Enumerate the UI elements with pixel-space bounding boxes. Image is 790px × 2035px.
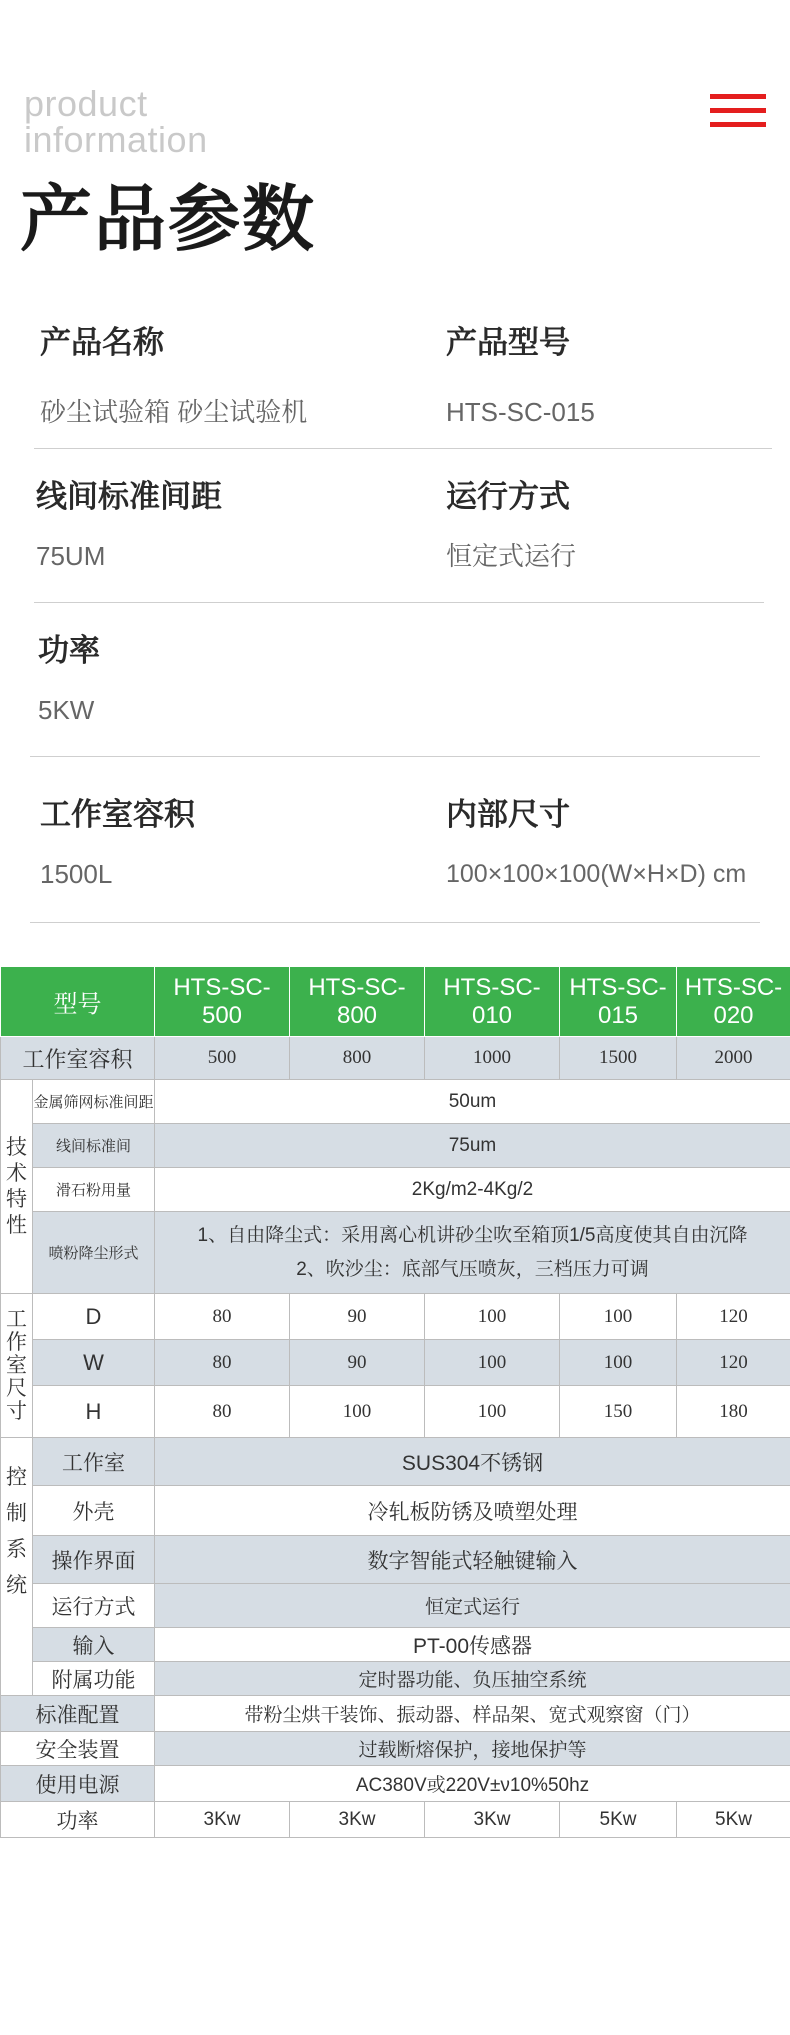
run-mode-value: 恒定式运行 xyxy=(446,541,577,571)
standard-config-label: 标准配置 xyxy=(1,1696,155,1732)
ui-label: 操作界面 xyxy=(33,1536,155,1584)
aux-label: 附属功能 xyxy=(33,1662,155,1696)
height-cell: 180 xyxy=(677,1386,790,1438)
width-cell: 100 xyxy=(560,1340,677,1386)
divider xyxy=(30,922,760,923)
depth-cell: 90 xyxy=(290,1294,425,1340)
power-field xyxy=(38,632,100,726)
width-cell: 90 xyxy=(290,1340,425,1386)
power-supply-value: AC380V或220V±ν10%50hz xyxy=(155,1766,790,1802)
chamber-volume-field xyxy=(40,796,195,890)
line-spacing-value: 75UM xyxy=(36,541,106,571)
dust-value xyxy=(155,1212,790,1294)
tech-group-label: 技 术 特 性 xyxy=(1,1080,33,1294)
height-cell: 100 xyxy=(290,1386,425,1438)
depth-cell: 80 xyxy=(155,1294,290,1340)
model-header-label: 型号 xyxy=(1,967,155,1037)
height-cell: 150 xyxy=(560,1386,677,1438)
volume-cell: 2000 xyxy=(677,1037,790,1080)
hero-english-line1: product xyxy=(24,83,148,124)
table-header-row xyxy=(1,967,790,1037)
mesh-label: 金属筛网标准间距 xyxy=(33,1080,155,1124)
menu-icon[interactable] xyxy=(710,94,766,128)
power-cell: 5Kw xyxy=(677,1802,790,1838)
power-cell: 3Kw xyxy=(425,1802,560,1838)
shell-value: 冷轧板防锈及喷塑处理 xyxy=(155,1486,790,1536)
internal-size-label: 内部尺寸 xyxy=(446,797,570,832)
power-cell: 5Kw xyxy=(560,1802,677,1838)
spec-table xyxy=(0,966,790,1838)
model-header: HTS-SC-500 xyxy=(155,967,290,1037)
power-cell: 3Kw xyxy=(155,1802,290,1838)
product-name-value: 砂尘试验箱 砂尘试验机 xyxy=(40,397,308,427)
safety-label: 安全装置 xyxy=(1,1732,155,1766)
power-value: 5KW xyxy=(38,695,95,725)
width-cell: 100 xyxy=(425,1340,560,1386)
product-model-field xyxy=(446,324,595,428)
dust-label: 喷粉降尘形式 xyxy=(33,1212,155,1294)
model-header: HTS-SC-020 xyxy=(677,967,790,1037)
hero-english-line2: information xyxy=(24,119,208,160)
depth-cell: 100 xyxy=(425,1294,560,1340)
height-cell: 100 xyxy=(425,1386,560,1438)
talc-value: 2Kg/m2-4Kg/2 xyxy=(155,1168,790,1212)
run-mode-field xyxy=(446,478,576,572)
control-group-label: 控 制 系 统 xyxy=(1,1438,33,1696)
table-row xyxy=(1,1168,790,1212)
shell-label: 外壳 xyxy=(33,1486,155,1536)
table-row xyxy=(1,1438,790,1486)
dust-line-2: 2、吹沙尘：底部气压喷灰，三档压力可调 xyxy=(296,1258,649,1280)
table-row xyxy=(1,1294,790,1340)
chamber-value: SUS304不锈钢 xyxy=(155,1438,790,1486)
table-row xyxy=(1,1124,790,1168)
volume-cell: 800 xyxy=(290,1037,425,1080)
product-name-field xyxy=(40,324,307,428)
page-title: 产品参数 xyxy=(20,180,317,260)
volume-label: 工作室容积 xyxy=(1,1037,155,1080)
power-label-cell: 功率 xyxy=(1,1802,155,1838)
model-header: HTS-SC-015 xyxy=(560,967,677,1037)
depth-cell: 120 xyxy=(677,1294,790,1340)
size-group-label: 工 作 室 尺 寸 xyxy=(1,1294,33,1438)
run-value: 恒定式运行 xyxy=(155,1584,790,1628)
dust-line-1: 1、自由降尘式：采用离心机讲砂尘吹至箱顶1/5高度使其自由沉降 xyxy=(197,1224,748,1246)
divider xyxy=(34,448,772,449)
table-row xyxy=(1,1536,790,1584)
aux-value: 定时器功能、负压抽空系统 xyxy=(155,1662,790,1696)
table-row xyxy=(1,1037,790,1080)
width-cell: 120 xyxy=(677,1340,790,1386)
product-model-label: 产品型号 xyxy=(446,325,570,360)
input-label: 输入 xyxy=(33,1628,155,1662)
depth-label: D xyxy=(33,1294,155,1340)
depth-cell: 100 xyxy=(560,1294,677,1340)
product-model-value: HTS-SC-015 xyxy=(446,397,595,427)
hero-english-title xyxy=(24,83,208,160)
volume-cell: 500 xyxy=(155,1037,290,1080)
table-row xyxy=(1,1584,790,1628)
width-label: W xyxy=(33,1340,155,1386)
model-header: HTS-SC-010 xyxy=(425,967,560,1037)
chamber-volume-value: 1500L xyxy=(40,859,113,889)
height-cell: 80 xyxy=(155,1386,290,1438)
talc-label: 滑石粉用量 xyxy=(33,1168,155,1212)
volume-cell: 1500 xyxy=(560,1037,677,1080)
table-row xyxy=(1,1486,790,1536)
volume-cell: 1000 xyxy=(425,1037,560,1080)
width-cell: 80 xyxy=(155,1340,290,1386)
table-row xyxy=(1,1802,790,1838)
table-row xyxy=(1,1340,790,1386)
run-label: 运行方式 xyxy=(33,1584,155,1628)
table-row xyxy=(1,1628,790,1662)
table-row xyxy=(1,1732,790,1766)
line-spacing-field xyxy=(36,478,222,572)
line-spacing-label: 线间标准间距 xyxy=(36,479,222,514)
model-header: HTS-SC-800 xyxy=(290,967,425,1037)
power-supply-label: 使用电源 xyxy=(1,1766,155,1802)
run-mode-label: 运行方式 xyxy=(446,479,570,514)
divider xyxy=(34,602,764,603)
ui-value: 数字智能式轻触键输入 xyxy=(155,1536,790,1584)
standard-config-value: 带粉尘烘干装饰、振动器、样品架、宽式观察窗（门） xyxy=(155,1696,790,1732)
internal-size-field xyxy=(446,796,746,890)
safety-value: 过载断熔保护，接地保护等 xyxy=(155,1732,790,1766)
line-label: 线间标准间 xyxy=(33,1124,155,1168)
table-row xyxy=(1,1696,790,1732)
power-label: 功率 xyxy=(38,633,100,668)
mesh-value: 50um xyxy=(155,1080,790,1124)
chamber-volume-label: 工作室容积 xyxy=(40,797,195,832)
divider xyxy=(30,756,760,757)
table-row xyxy=(1,1212,790,1294)
power-cell: 3Kw xyxy=(290,1802,425,1838)
table-row xyxy=(1,1766,790,1802)
line-value: 75um xyxy=(155,1124,790,1168)
internal-size-value: 100×100×100(W×H×D) cm xyxy=(446,860,747,888)
table-row xyxy=(1,1662,790,1696)
product-name-label: 产品名称 xyxy=(40,325,164,360)
height-label: H xyxy=(33,1386,155,1438)
chamber-label: 工作室 xyxy=(33,1438,155,1486)
table-row xyxy=(1,1080,790,1124)
input-value: PT-00传感器 xyxy=(155,1628,790,1662)
table-row xyxy=(1,1386,790,1438)
